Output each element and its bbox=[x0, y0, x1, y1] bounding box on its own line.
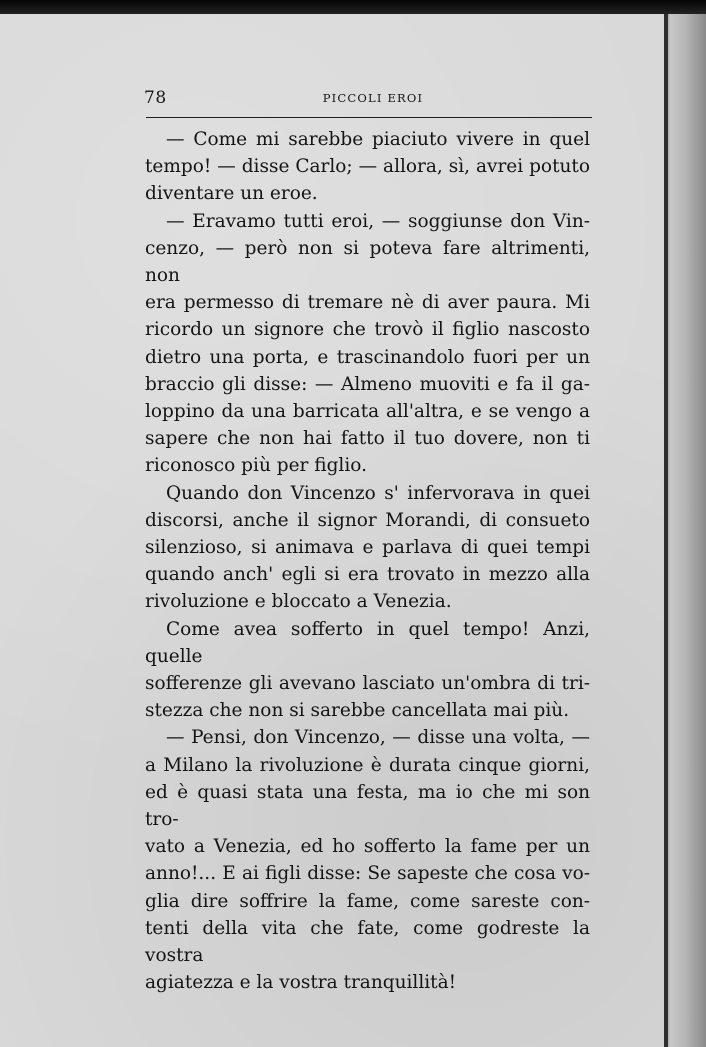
paragraph bbox=[145, 208, 590, 480]
text-line: sapere che non hai fatto il tuo dovere, non ti bbox=[145, 428, 590, 450]
page-edge bbox=[664, 14, 706, 1047]
page-number: 78 bbox=[144, 88, 167, 108]
text-line: Quando don Vincenzo s' infervorava in quei bbox=[166, 482, 590, 504]
text-line: silenzioso, si animava e parlava di quei tempi bbox=[145, 537, 590, 559]
text-line: a Milano la rivoluzione è durata cinque giorni, bbox=[145, 754, 590, 776]
text-line: loppino da una barricata all'altra, e se vengo a bbox=[145, 401, 590, 423]
text-line: riconosco più per figlio. bbox=[145, 455, 367, 477]
text-line: quando anch' egli si era trovato in mezzo alla bbox=[145, 564, 590, 586]
text-line: ed è quasi stata una festa, ma io che mi son tro- bbox=[145, 781, 590, 831]
text-line: glia dire soffrire la fame, come sareste con- bbox=[145, 890, 590, 912]
running-title: PICCOLI EROI bbox=[322, 91, 424, 105]
text-line: discorsi, anche il signor Morandi, di consueto bbox=[145, 509, 590, 531]
page-body bbox=[145, 126, 590, 997]
text-line: tempo! — disse Carlo; — allora, sì, avrei potuto bbox=[145, 156, 590, 178]
text-line: braccio gli disse: — Almeno muoviti e fa il ga- bbox=[145, 373, 590, 395]
text-line: vato a Venezia, ed ho sofferto la fame per un bbox=[145, 836, 590, 858]
text-line: cenzo, — però non si poteva fare altrimenti, non bbox=[145, 237, 590, 287]
header-rule bbox=[146, 117, 592, 118]
text-line: tenti della vita che fate, come godreste la vostra bbox=[145, 917, 590, 967]
text-line: — Pensi, don Vincenzo, — disse una volta, — bbox=[166, 727, 590, 749]
text-line: stezza che non si sarebbe cancellata mai più. bbox=[145, 700, 570, 722]
text-line: anno!... E ai figli disse: Se sapeste che cosa vo- bbox=[145, 863, 590, 885]
text-line: — Eravamo tutti eroi, — soggiunse don Vin- bbox=[166, 210, 590, 232]
text-line: rivoluzione e bloccato a Venezia. bbox=[145, 591, 452, 613]
text-line: diventare un eroe. bbox=[145, 183, 318, 205]
paragraph bbox=[145, 480, 590, 616]
text-line: era permesso di tremare nè di aver paura. Mi bbox=[145, 292, 590, 314]
paragraph bbox=[145, 724, 590, 996]
text-line: dietro una porta, e trascinandolo fuori per un bbox=[145, 346, 590, 368]
text-line: agiatezza e la vostra tranquillità! bbox=[145, 972, 457, 994]
paragraph bbox=[145, 126, 590, 208]
text-line: — Come mi sarebbe piaciuto vivere in quel bbox=[166, 129, 590, 150]
text-line: sofferenze gli avevano lasciato un'ombra di tri- bbox=[145, 673, 590, 695]
text-line: ricordo un signore che trovò il figlio nascosto bbox=[145, 319, 590, 341]
text-line: Come avea sofferto in quel tempo! Anzi, quelle bbox=[145, 618, 590, 667]
page-header bbox=[144, 88, 592, 110]
paragraph bbox=[145, 616, 590, 725]
